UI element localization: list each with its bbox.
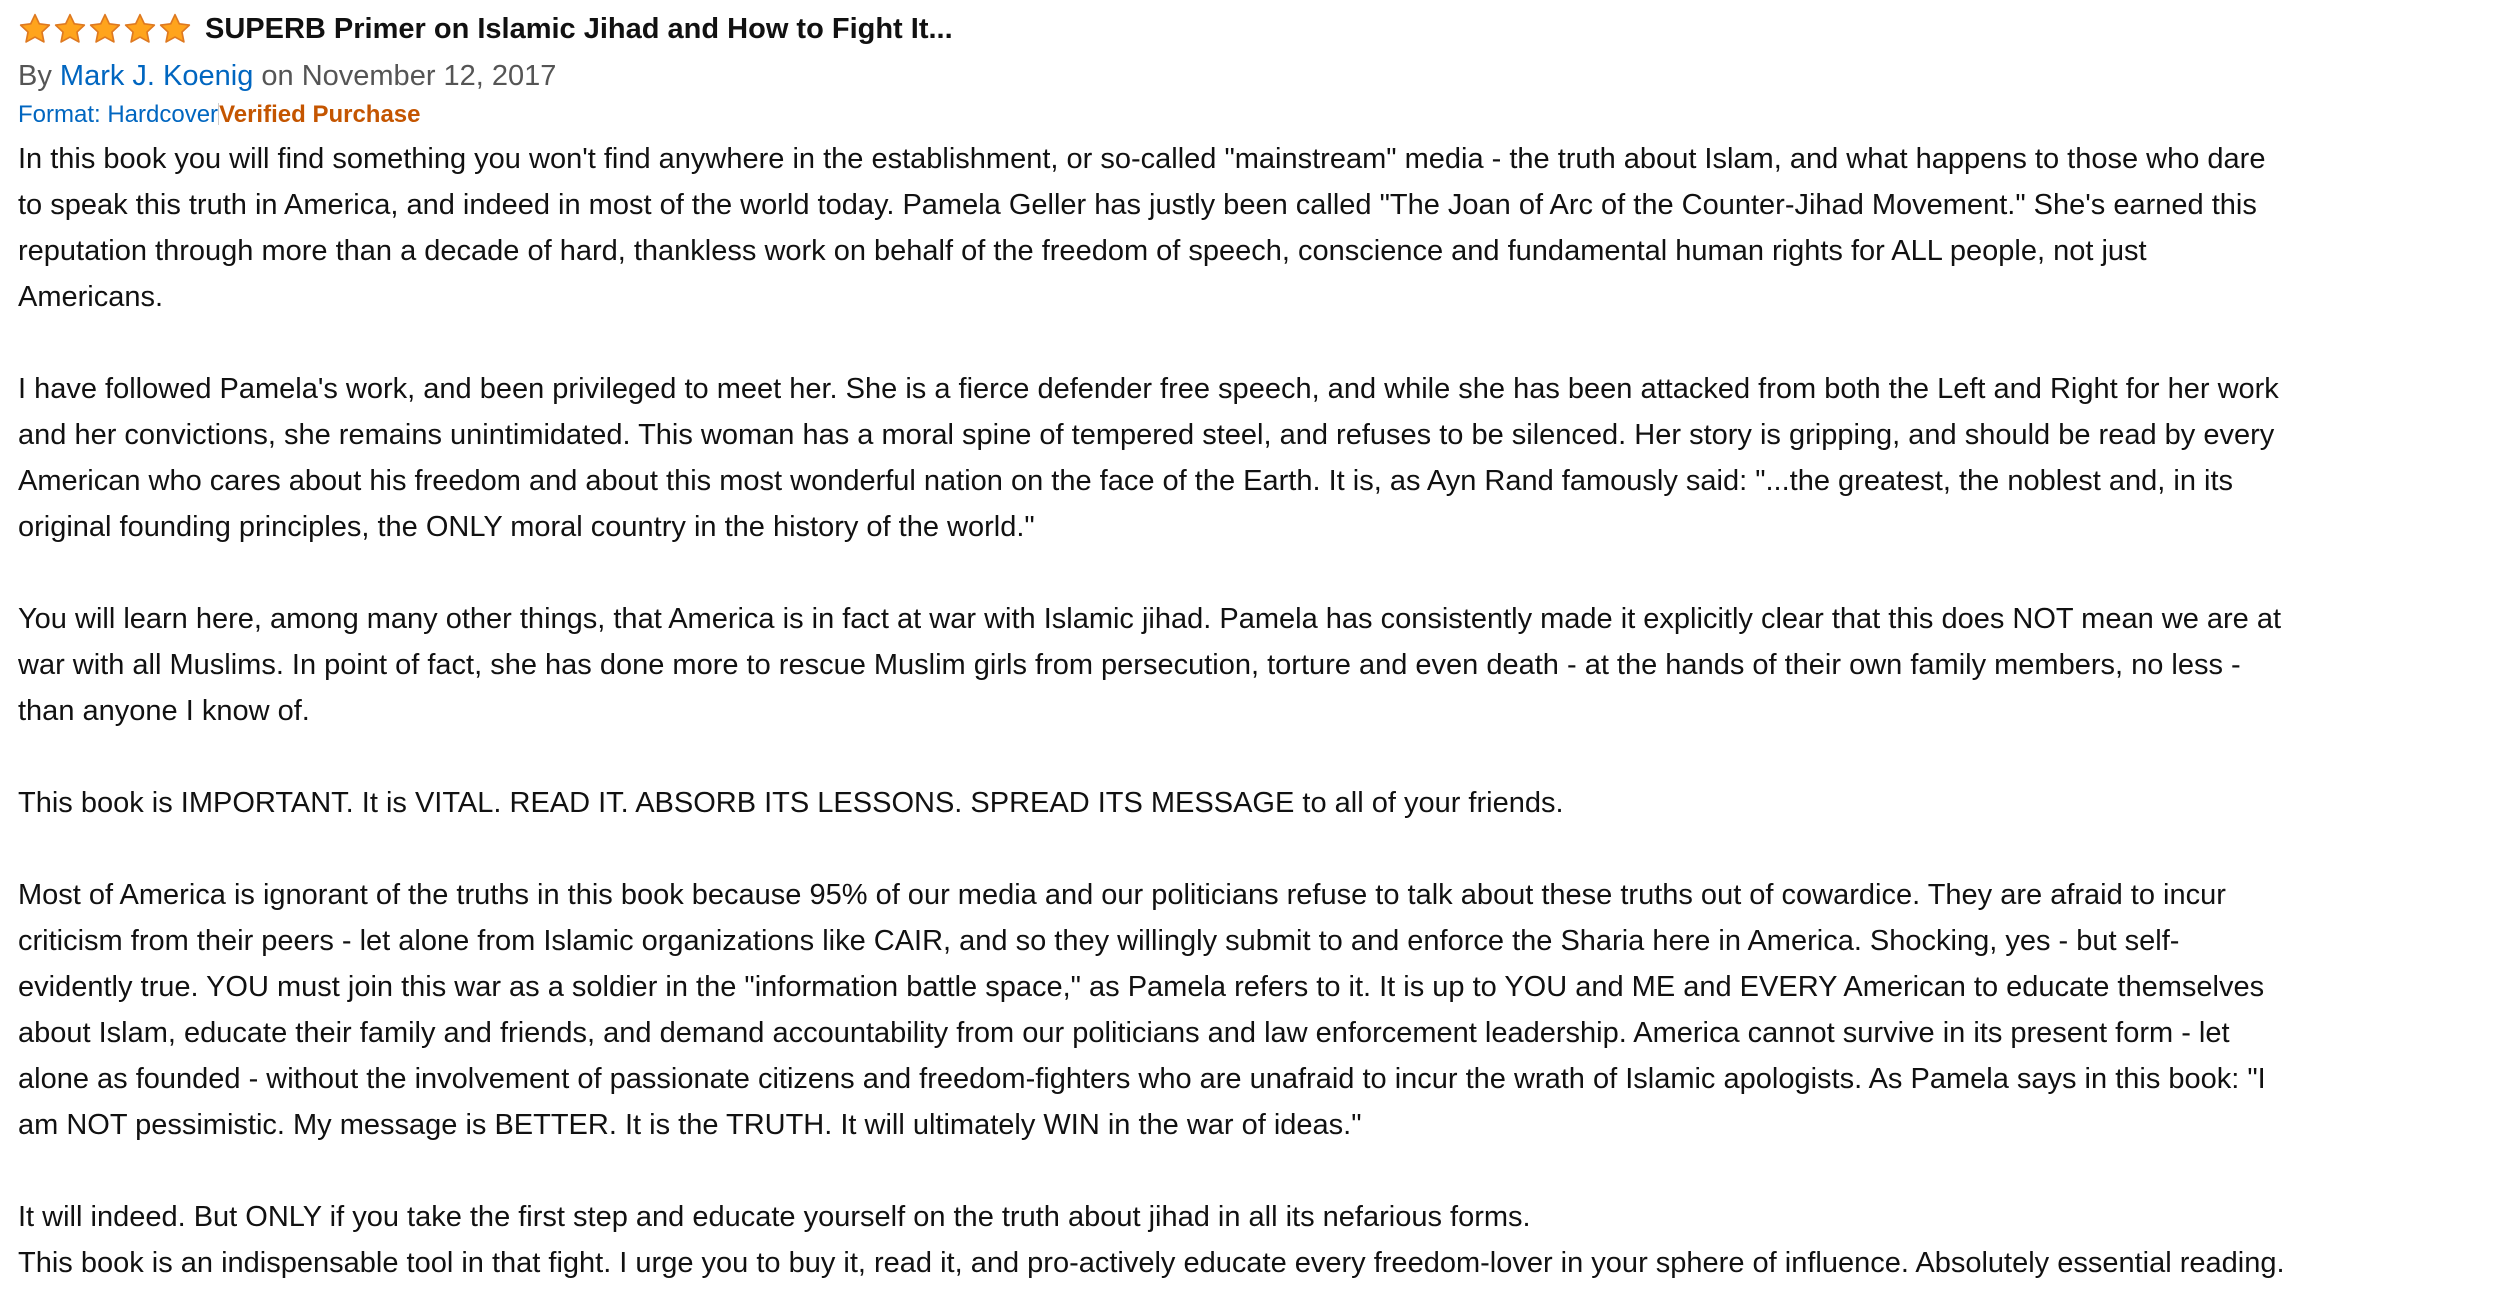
star-rating[interactable] xyxy=(18,13,193,45)
star-icon xyxy=(123,13,157,45)
review-paragraph xyxy=(18,366,2498,550)
review-text-line: to speak this truth in America, and indeed in most of the world today. Pamela Geller has justly been called "The Joan of Arc of the Counter-Jihad Movement." She's earned this xyxy=(18,189,2257,221)
paragraph-gap xyxy=(18,826,2498,872)
review-paragraph xyxy=(18,136,2498,320)
review-text-line: alone as founded - without the involvement of passionate citizens and freedom-fighters who are unafraid to incur the wrath of Islamic apologists. As Pamela says in this book: "I xyxy=(18,1063,2266,1095)
review-text-line: This book is an indispensable tool in that fight. I urge you to buy it, read it, and pro-actively educate every freedom-lover in your sphere of influence. Absolutely essential reading. xyxy=(18,1247,2285,1279)
review-text-line: criticism from their peers - let alone from Islamic organizations like CAIR, and so they willingly submit to and enforce the Sharia here in America. Shocking, yes - but self- xyxy=(18,925,2180,957)
author-link[interactable]: Mark J. Koenig xyxy=(59,60,254,92)
review-text-line: American who cares about his freedom and about this most wonderful nation on the face of the Earth. It is, as Ayn Rand famously said: "...the greatest, the noblest and, in its xyxy=(18,465,2234,497)
verified-purchase-badge: Verified Purchase xyxy=(219,101,421,128)
format-row xyxy=(18,100,2490,130)
review-body xyxy=(18,136,2498,1286)
review-text-line: am NOT pessimistic. My message is BETTER. It is the TRUTH. It will ultimately WIN in the war of ideas." xyxy=(18,1109,1362,1141)
paragraph-gap xyxy=(18,1148,2498,1194)
paragraph-gap xyxy=(18,320,2498,366)
review-text-line: In this book you will find something you won't find anywhere in the establishment, or so-called "mainstream" media - the truth about Islam, and what happens to those who dare xyxy=(18,143,2266,175)
review-paragraph xyxy=(18,1194,2498,1286)
review-header xyxy=(18,12,2490,46)
review-paragraph xyxy=(18,872,2498,1148)
review-title[interactable]: SUPERB Primer on Islamic Jihad and How to Fight It... xyxy=(205,13,953,45)
review-text-line: war with all Muslims. In point of fact, she has done more to rescue Muslim girls from persecution, torture and even death - at the hands of their own family members, no less - xyxy=(18,649,2241,681)
by-label: By xyxy=(18,60,52,92)
review-text-line: Americans. xyxy=(18,281,164,313)
review-text-line: You will learn here, among many other things, that America is in fact at war with Islamic jihad. Pamela has consistently made it explicitly clear that this does NOT mean we are at xyxy=(18,603,2282,635)
format-link[interactable]: Format: Hardcover xyxy=(18,101,219,128)
review-text-line: reputation through more than a decade of hard, thankless work on behalf of the freedom of speech, conscience and fundamental human rights for ALL people, not just xyxy=(18,235,2147,267)
review-text-line: about Islam, educate their family and friends, and demand accountability from our politicians and law enforcement leadership. America cannot survive in its present form - let xyxy=(18,1017,2230,1049)
review-text-line: original founding principles, the ONLY moral country in the history of the world." xyxy=(18,511,1035,543)
star-icon xyxy=(53,13,87,45)
review-byline xyxy=(18,58,2490,94)
review-paragraph xyxy=(18,780,2498,826)
review-text-line: evidently true. YOU must join this war as a soldier in the "information battle space," as Pamela refers to it. It is up to YOU and ME and EVERY American to educate themselves xyxy=(18,971,2265,1003)
review-text-line: This book is IMPORTANT. It is VITAL. READ IT. ABSORB ITS LESSONS. SPREAD ITS MESSAGE to all of your friends. xyxy=(18,787,1564,819)
star-icon xyxy=(18,13,52,45)
review-text-line: I have followed Pamela's work, and been privileged to meet her. She is a fierce defender free speech, and while she has been attacked from both the Left and Right for her work xyxy=(18,373,2279,405)
review-text-line: than anyone I know of. xyxy=(18,695,310,727)
paragraph-gap xyxy=(18,734,2498,780)
review-text-line: It will indeed. But ONLY if you take the first step and educate yourself on the truth about jihad in all its nefarious forms. xyxy=(18,1201,1531,1233)
paragraph-gap xyxy=(18,550,2498,596)
review-paragraph xyxy=(18,596,2498,734)
review-text-line: and her convictions, she remains unintimidated. This woman has a moral spine of tempered steel, and refuses to be silenced. Her story is gripping, and should be read by every xyxy=(18,419,2275,451)
review-date: on November 12, 2017 xyxy=(261,60,557,92)
star-icon xyxy=(158,13,192,45)
star-icon xyxy=(88,13,122,45)
review-text-line: Most of America is ignorant of the truths in this book because 95% of our media and our politicians refuse to talk about these truths out of cowardice. They are afraid to incur xyxy=(18,879,2226,911)
